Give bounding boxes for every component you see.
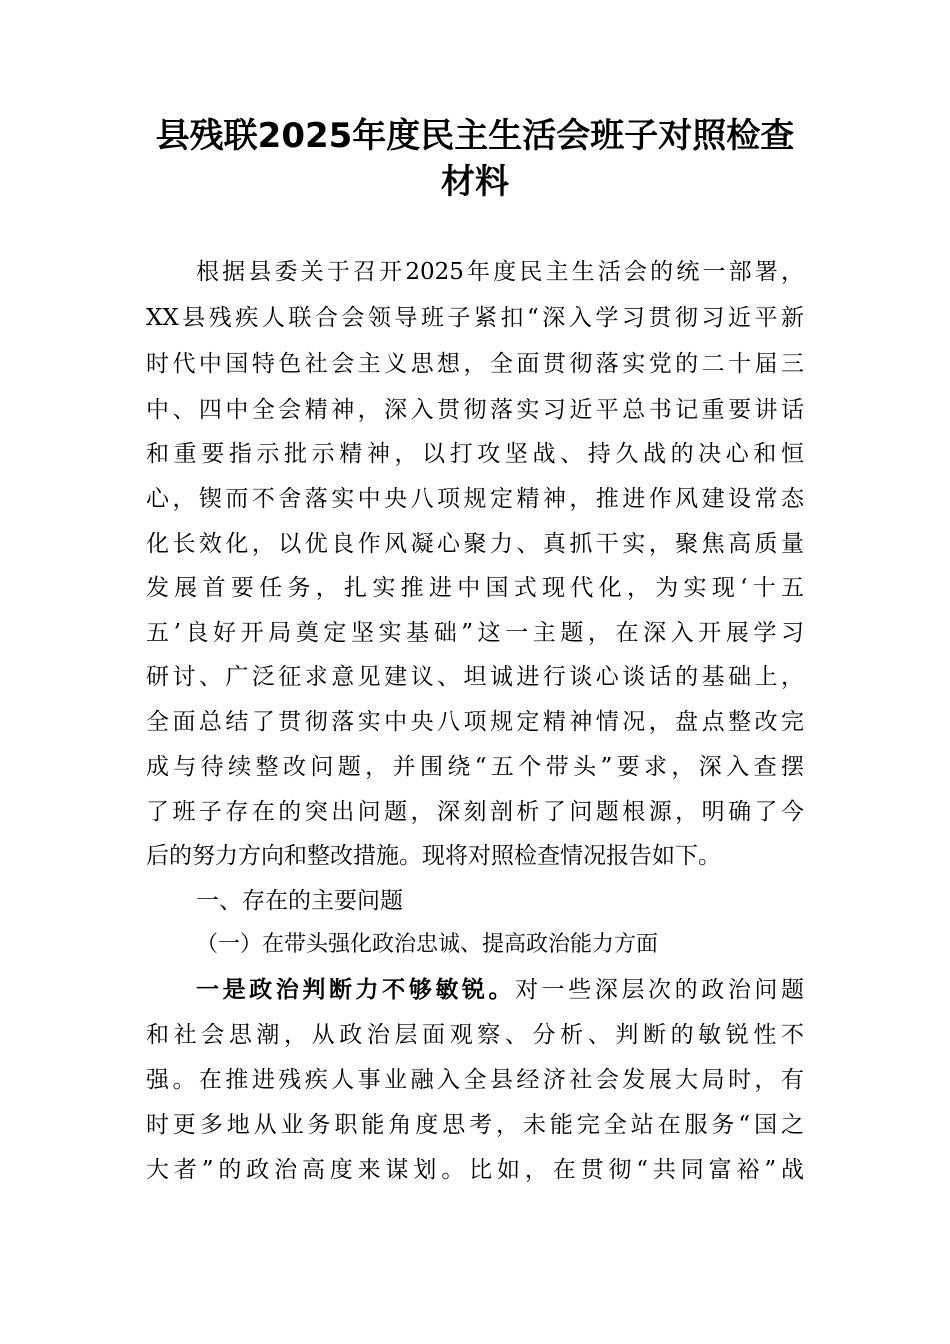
intro-line: XX县残疾人联合会领导班子紧扣“深入学习贯彻习近平新	[146, 305, 804, 331]
document-title-line-2: 材料	[441, 162, 509, 202]
section-heading: 一、存在的主要问题	[196, 888, 403, 914]
intro-line: 成与待续整改问题，并围绕“五个带头”要求，深入查摆	[146, 754, 804, 780]
point-line: 强。在推进残疾人事业融入全县经济社会发展大局时，有	[146, 1067, 804, 1093]
point-line: 和社会思潮，从政治层面观察、分析、判断的敏锐性不	[146, 1022, 804, 1048]
intro-line: 和重要指示批示精神，以打攻坚战、持久战的决心和恒	[146, 441, 804, 467]
intro-line: 化长效化，以优良作风凝心聚力、真抓干实，聚焦高质量	[146, 531, 804, 557]
intro-line: 心，锲而不舍落实中央八项规定精神，推进作风建设常态	[146, 486, 804, 512]
point-line: 时更多地从业务职能角度思考，未能完全站在服务“国之	[146, 1112, 804, 1138]
point-line: 大者”的政治高度来谋划。比如，在贯彻“共同富裕”战	[146, 1157, 804, 1183]
intro-line: 五’良好开局奠定坚实基础”这一主题，在深入开展学习	[146, 620, 804, 646]
subsection-heading: （一）在带头强化政治忠诚、提高政治能力方面	[196, 932, 659, 957]
intro-line: 研讨、广泛征求意见建议、坦诚进行谈心谈话的基础上，	[146, 664, 804, 690]
intro-line: 时代中国特色社会主义思想，全面贯彻落实党的二十届三	[146, 351, 804, 377]
point-first-line-rest: 对一些深层次的政治问题	[515, 977, 805, 1003]
point-lead: 一是政治判断力不够敏锐。	[196, 977, 516, 1003]
intro-line: 全面总结了贯彻落实中央八项规定精神情况，盘点整改完	[146, 709, 804, 735]
intro-line: 了班子存在的突出问题，深刻剖析了问题根源，明确了今	[146, 799, 804, 825]
document-title-line-1: 县残联2025年度民主生活会班子对照检查	[155, 116, 795, 156]
intro-line: 后的努力方向和整改措施。现将对照检查情况报告如下。	[146, 843, 721, 869]
point-first-line	[196, 975, 804, 1005]
intro-line: 中、四中全会精神，深入贯彻落实习近平总书记重要讲话	[146, 397, 804, 423]
intro-line: 根据县委关于召开2025年度民主生活会的统一部署，	[196, 259, 804, 285]
intro-line: 发展首要任务，扎实推进中国式现代化，为实现‘十五	[146, 575, 804, 601]
